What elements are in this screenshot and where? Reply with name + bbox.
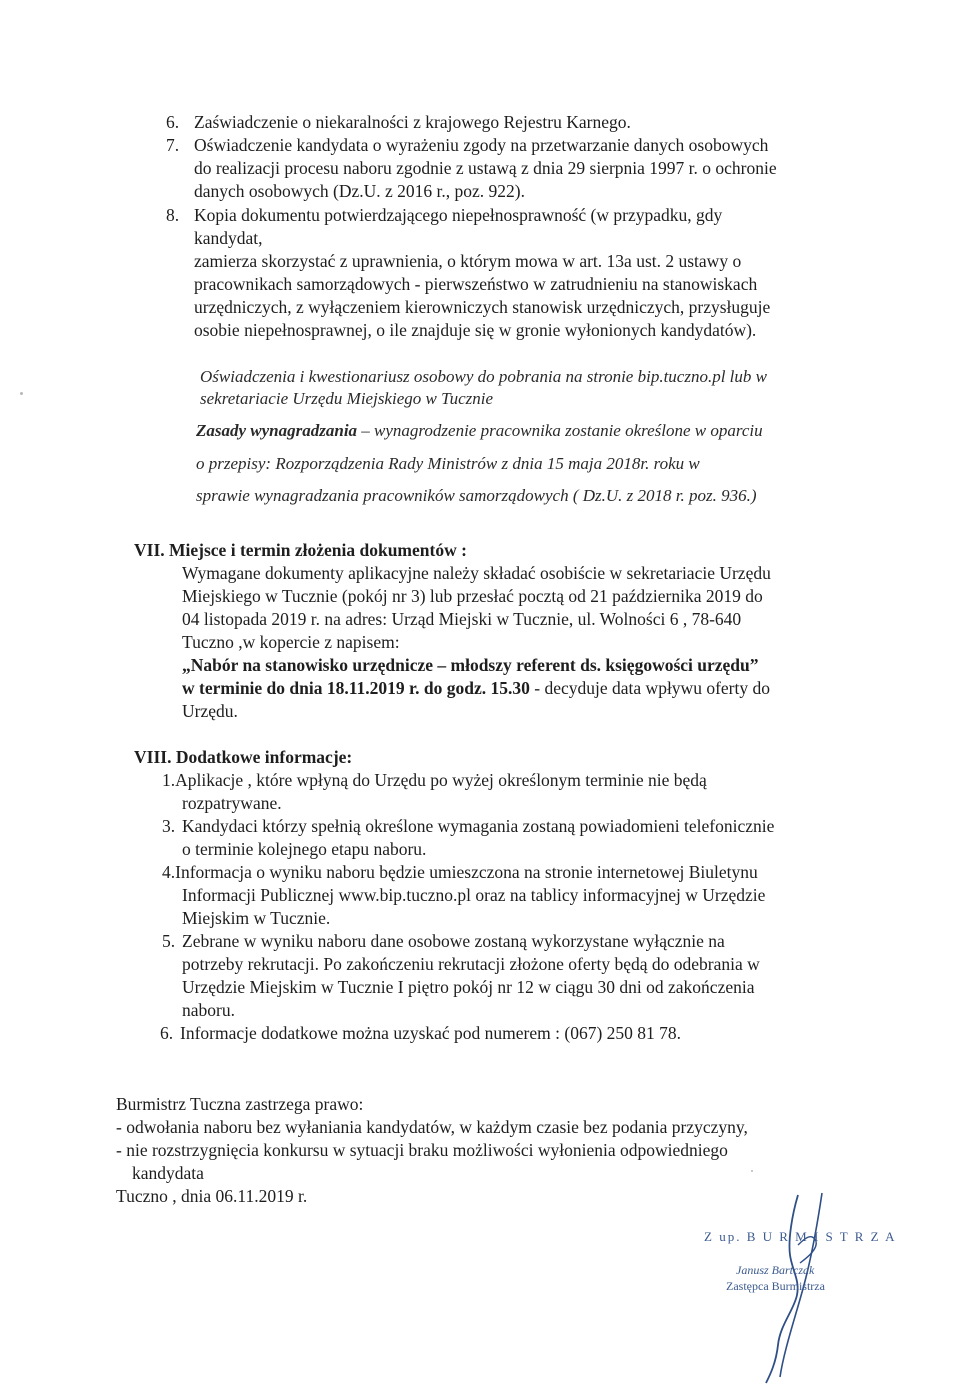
- section-7-heading: VII. Miejsce i termin złożenia dokumentów :: [134, 540, 467, 560]
- list-item-text: Oświadczenie kandydata o wyrażeniu zgody na przetwarzanie danych osobowych: [194, 135, 769, 155]
- deadline-line: [182, 677, 770, 700]
- list-number: 5.: [162, 931, 176, 951]
- list-item-text: Kandydaci którzy spełnią określone wymagania zostaną powiadomieni telefonicznie: [182, 816, 775, 836]
- list-number: 4.: [162, 862, 176, 882]
- info-item-5-cont: Urzędzie Miejskim w Tucznie I piętro pokój nr 12 w ciągu 30 dni od zakończenia: [182, 977, 755, 997]
- list-item-8-cont: zamierza skorzystać z uprawnienia, o którym mowa w art. 13a ust. 2 ustawy o: [194, 251, 742, 271]
- section-7-text: Miejskiego w Tucznie (pokój nr 3) lub przesłać pocztą od 21 października 2019 do: [182, 586, 763, 606]
- envelope-label: „Nabór na stanowisko urzędnicze – młodszy referent ds. księgowości urzędu”: [182, 655, 759, 675]
- section-7-text: Wymagane dokumenty aplikacyjne należy składać osobiście w sekretariacie Urzędu: [182, 563, 771, 583]
- info-item-5-cont: naboru.: [182, 1000, 235, 1020]
- reservation-bullet-2: - nie rozstrzygnięcia konkursu w sytuacji braku możliwości wyłonienia odpowiedniego: [116, 1140, 728, 1160]
- list-item-8: [166, 204, 722, 227]
- official-stamp: [700, 1185, 897, 1385]
- list-item-8-cont: osobie niepełnosprawnej, o ile znajduje się w gronie wyłonionych kandydatów).: [194, 320, 757, 340]
- deadline-note: - decyduje data wpływu oferty do: [529, 678, 770, 698]
- info-item-6: [160, 1022, 681, 1045]
- info-item-4: [162, 861, 758, 884]
- document-date: Tuczno , dnia 06.11.2019 r.: [116, 1186, 308, 1206]
- list-item-7-cont: danych osobowych (Dz.U. z 2016 r., poz. 922).: [194, 181, 525, 201]
- list-item-7: [166, 134, 768, 157]
- list-number: 6.: [166, 112, 180, 132]
- reservation-bullet-1: - odwołania naboru bez wyłaniania kandydatów, w każdym czasie bez podania przyczyny,: [116, 1117, 748, 1137]
- list-number: 7.: [166, 135, 180, 155]
- reservation-bullet-2-cont: kandydata: [132, 1163, 204, 1183]
- pay-rules-line-1: [196, 420, 763, 442]
- stamp-position: Zastępca Burmistrza: [726, 1279, 825, 1293]
- pay-rules-heading: Zasady wynagradzania: [196, 421, 358, 440]
- section-7-text: Urzędu.: [182, 701, 238, 721]
- stamp-title: Z up. B U R M I S T R Z A: [704, 1229, 897, 1244]
- list-item-text: Zaświadczenie o niekaralności z krajowego Rejestru Karnego.: [194, 112, 631, 132]
- scan-mark: [751, 1170, 753, 1172]
- list-item-text: Aplikacje , które wpłyną do Urzędu po wyżej określonym terminie nie będą: [175, 770, 707, 790]
- deadline: w terminie do dnia 18.11.2019 r. do godz. 15.30: [182, 678, 530, 698]
- list-item-text: Kopia dokumentu potwierdzającego niepełnosprawność (w przypadku, gdy: [194, 205, 723, 225]
- info-item-5: [162, 930, 725, 953]
- info-item-5-cont: potrzeby rekrutacji. Po zakończeniu rekrutacji złożone oferty będą do odebrania w: [182, 954, 760, 974]
- info-item-1-cont: rozpatrywane.: [182, 793, 282, 813]
- info-item-1: [162, 769, 707, 792]
- pay-rules-text: – wynagrodzenie pracownika zostanie określone w oparciu: [357, 421, 763, 440]
- pay-rules-line-3: sprawie wynagradzania pracowników samorządowych ( Dz.U. z 2018 r. poz. 936.): [196, 486, 757, 505]
- list-item-text: Zebrane w wyniku naboru dane osobowe zostaną wykorzystane wyłącznie na: [182, 931, 725, 951]
- list-item-text: Informacja o wyniku naboru będzie umieszczona na stronie internetowej Biuletynu: [175, 862, 758, 882]
- section-7-text: Tuczno ,w kopercie z napisem:: [182, 632, 400, 652]
- list-number: 1.: [162, 770, 176, 790]
- list-item-8-cont: urzędniczych, z wyłączeniem kierowniczych stanowisk urzędniczych, przysługuje: [194, 297, 771, 317]
- list-number: 8.: [166, 205, 180, 225]
- stamp-name: Janusz Bartczak: [736, 1263, 815, 1277]
- reservation-intro: Burmistrz Tuczna zastrzega prawo:: [116, 1094, 364, 1114]
- list-item-6: [166, 111, 631, 134]
- info-item-3: [162, 815, 774, 838]
- section-8-heading: VIII. Dodatkowe informacje:: [134, 747, 353, 767]
- list-item-8-cont: kandydat,: [194, 228, 263, 248]
- list-item-8-cont: pracownikach samorządowych - pierwszeństwo w zatrudnieniu na stanowiskach: [194, 274, 758, 294]
- pay-rules-line-2: o przepisy: Rozporządzenia Rady Ministrów z dnia 15 maja 2018r. roku w: [196, 454, 700, 473]
- info-item-3-cont: o terminie kolejnego etapu naboru.: [182, 839, 427, 859]
- scan-mark: [20, 392, 23, 395]
- forms-note: Oświadczenia i kwestionariusz osobowy do pobrania na stronie bip.tuczno.pl lub w: [200, 367, 767, 386]
- list-number: 6.: [160, 1023, 174, 1043]
- info-item-4-cont: Miejskim w Tucznie.: [182, 908, 331, 928]
- list-number: 3.: [162, 816, 176, 836]
- list-item-7-cont: do realizacji procesu naboru zgodnie z ustawą z dnia 29 sierpnia 1997 r. o ochronie: [194, 158, 777, 178]
- info-item-4-cont: Informacji Publicznej www.bip.tuczno.pl oraz na tablicy informacyjnej w Urzędzie: [182, 885, 766, 905]
- section-7-text: 04 listopada 2019 r. na adres: Urząd Miejski w Tucznie, ul. Wolności 6 , 78-640: [182, 609, 742, 629]
- forms-note-cont: sekretariacie Urzędu Miejskiego w Tucznie: [200, 389, 494, 408]
- list-item-text: Informacje dodatkowe można uzyskać pod numerem : (067) 250 81 78.: [180, 1023, 682, 1043]
